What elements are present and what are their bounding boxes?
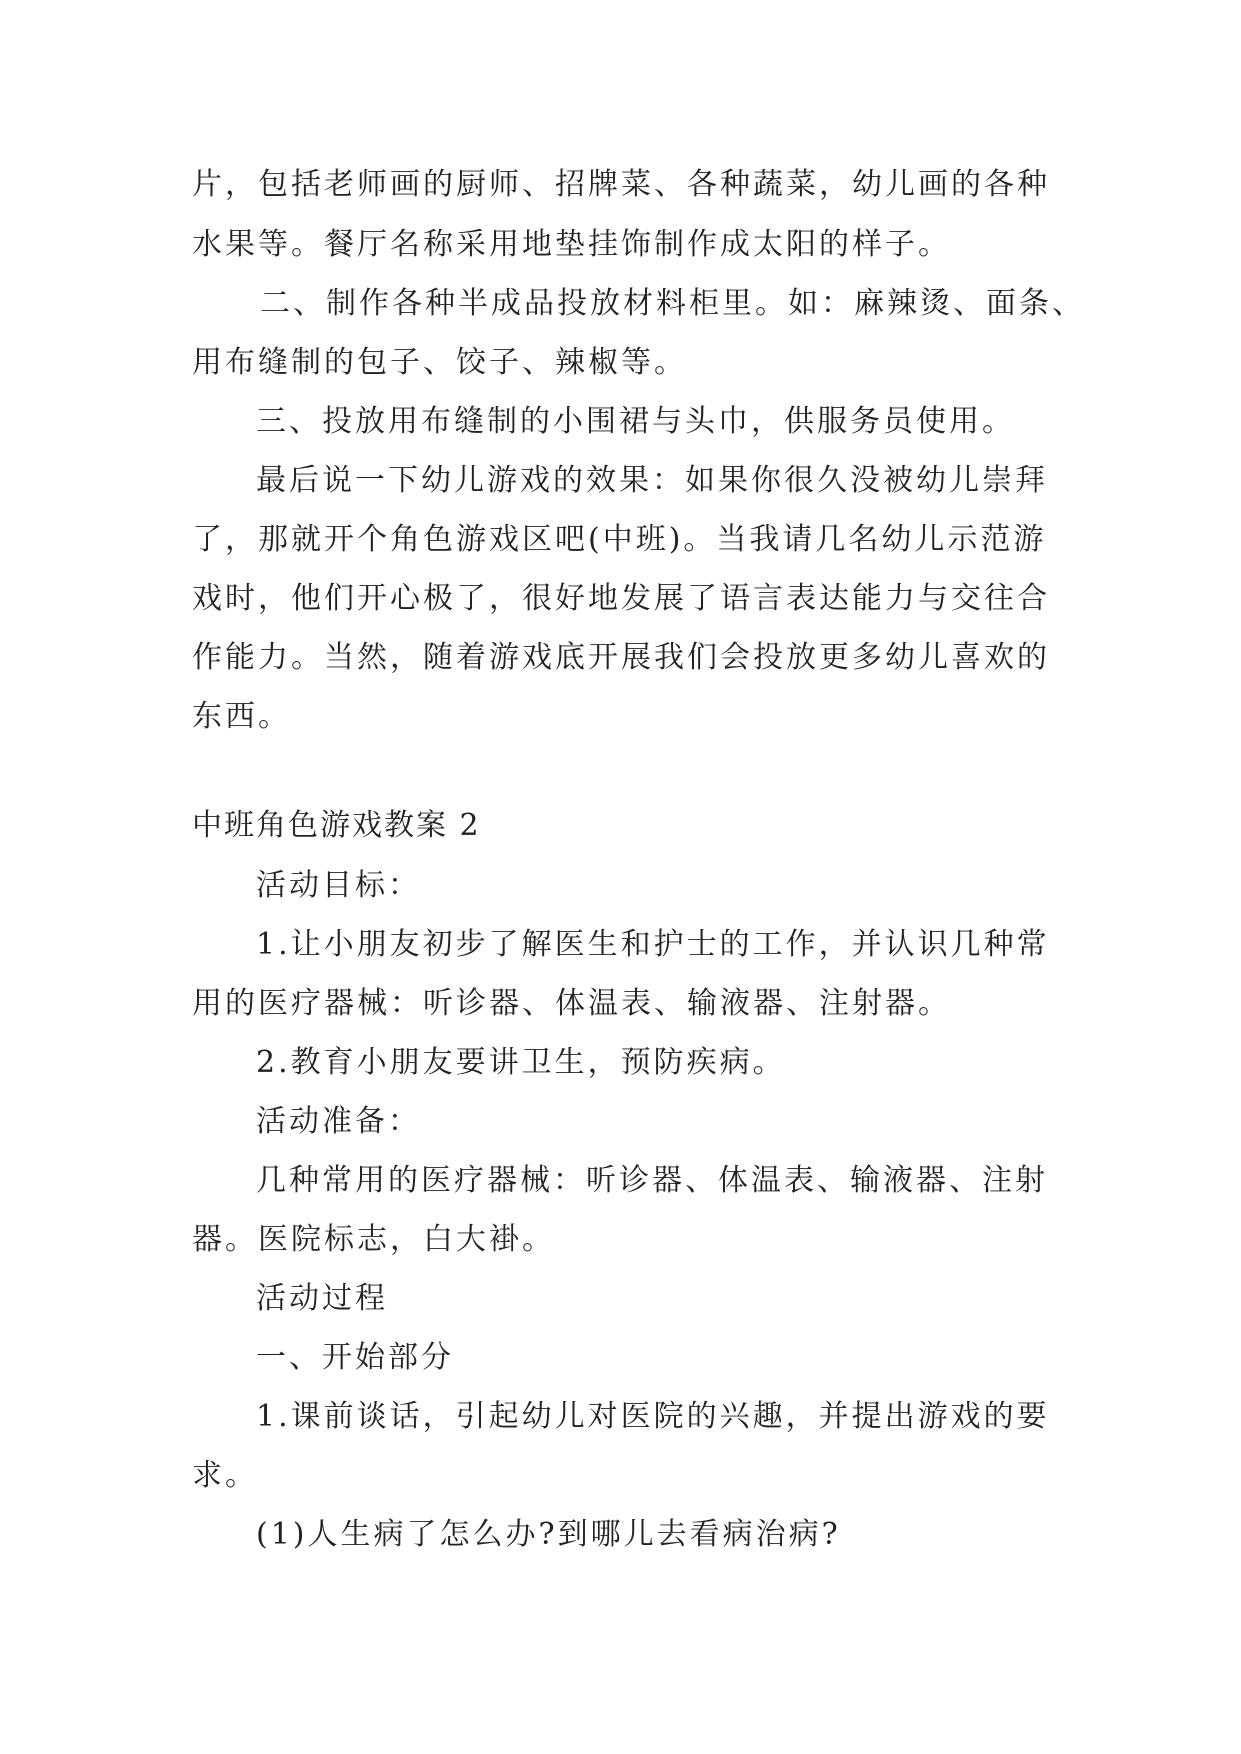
text-line: 活动目标： xyxy=(256,868,421,903)
text-line: 几种常用的医疗器械：听诊器、体温表、输液器、注射 xyxy=(256,1163,1048,1198)
text-line: 东西。 xyxy=(192,699,291,734)
text-line: 2.教育小朋友要讲卫生，预防疾病。 xyxy=(256,1045,786,1080)
text-line: 1.让小朋友初步了解医生和护士的工作，并认识几种常 xyxy=(256,927,1050,962)
text-line: 二、制作各种半成品投放材料柜里。如：麻辣烫、面条、 xyxy=(260,286,1085,321)
text-line: 活动准备： xyxy=(256,1104,421,1139)
text-line: 器。医院标志，白大褂。 xyxy=(192,1222,555,1257)
text-line: 用的医疗器械：听诊器、体温表、输液器、注射器。 xyxy=(192,986,951,1021)
text-line: 活动过程 xyxy=(256,1281,388,1316)
text-line: 片，包括老师画的厨师、招牌菜、各种蔬菜，幼儿画的各种 xyxy=(192,167,1050,202)
text-line: 水果等。餐厅名称采用地垫挂饰制作成太阳的样子。 xyxy=(192,227,951,262)
text-line: 了，那就开个角色游戏区吧(中班)。当我请几名幼儿示范游 xyxy=(192,522,1047,557)
text-line: 戏时，他们开心极了，很好地发展了语言表达能力与交往合 xyxy=(192,581,1050,616)
text-line: 用布缝制的包子、饺子、辣椒等。 xyxy=(192,345,687,380)
text-line: 求。 xyxy=(192,1458,258,1493)
text-line: 最后说一下幼儿游戏的效果：如果你很久没被幼儿崇拜 xyxy=(256,463,1048,498)
text-line: (1)人生病了怎么办?到哪儿去看病治病? xyxy=(256,1517,841,1552)
text-line: 三、投放用布缝制的小围裙与头巾，供服务员使用。 xyxy=(256,404,1015,439)
section-title: 中班角色游戏教案 2 xyxy=(192,808,481,843)
text-line: 1.课前谈话，引起幼儿对医院的兴趣，并提出游戏的要 xyxy=(256,1399,1050,1434)
text-line: 一、开始部分 xyxy=(256,1340,454,1375)
text-line: 作能力。当然，随着游戏底开展我们会投放更多幼儿喜欢的 xyxy=(192,640,1050,675)
